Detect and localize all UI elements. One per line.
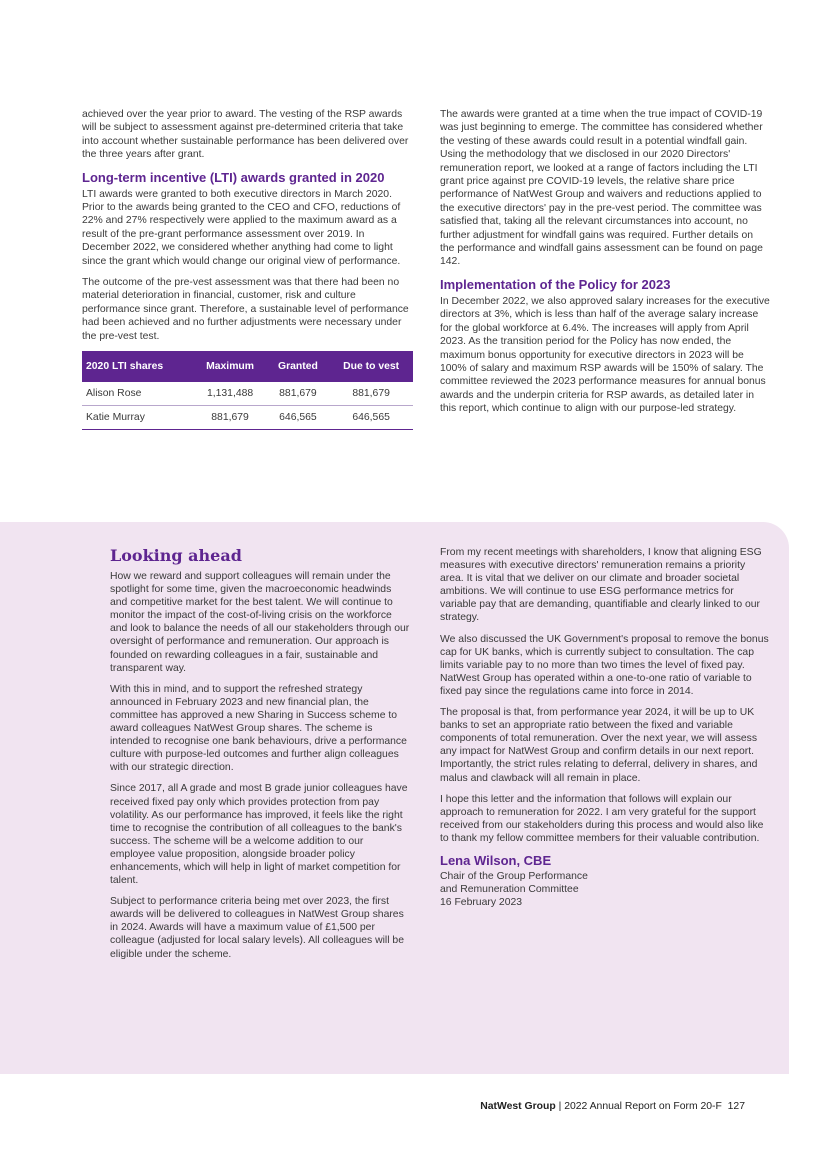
policy-heading: Implementation of the Policy for 2023 <box>440 276 671 292</box>
table-cell-name: Katie Murray <box>82 406 193 430</box>
signature-date: 16 February 2023 <box>440 897 523 909</box>
looking-ahead-heading: Looking ahead <box>110 546 242 565</box>
looking-ahead-paragraph: Subject to performance criteria being met over 2023, the first awards will be delivered to colleagues in NatWest Group shares in 2024. Awards will have a maximum value of £1,500 per colleague (adjusted for local salary levels). All colleagues will be eligible under the scheme. <box>110 896 404 960</box>
table-header-cell: Granted <box>267 351 330 382</box>
looking-ahead-paragraph: I hope this letter and the information that follows will explain our approach to remuneration for 2022. I am very grateful for the support received from our stakeholders during this process and would also like to thank my fellow committee members for their valuable contribution. <box>440 793 764 844</box>
looking-ahead-paragraph: Since 2017, all A grade and most B grade junior colleagues have received fixed pay only which provides protection from pay volatility. As our performance has improved, it feels like the right time to recognise the contribution of all colleagues to the bank's success. The scheme will be a welcome addition to our employee value proposition, alongside broader policy enhancements, which will help in light of market competition for talent. <box>110 783 408 887</box>
table-header-cell: 2020 LTI shares <box>82 351 193 382</box>
table-row <box>82 406 413 430</box>
lti-shares-table <box>82 351 413 430</box>
table-header-cell: Maximum <box>193 351 266 382</box>
page-number: 127 <box>727 1101 745 1112</box>
policy-paragraph: In December 2022, we also approved salary increases for the executive directors at 3%, which is less than half of the average salary increase for the global workforce at 6.4%. The increases will apply from April 2023. As the transition period for the Policy has now ended, the maximum bonus opportunity for executive directors in 2023 will be 100% of salary and maximum RSP awards will be 150% of salary. The committee reviewed the 2023 performance measures for annual bonus awards and the underpin criteria for RSP awards, as detailed later in this report, which continue to align with our purpose-led strategy. <box>440 295 770 415</box>
lti-paragraph-2: The outcome of the pre-vest assessment was that there had been no material deterioration in financial, customer, risk and culture performance since grant. Therefore, a sustainable level of performance had been achieved and no further adjustments were necessary under the pre-vest test. <box>82 277 409 342</box>
table-row <box>82 382 413 406</box>
footer-brand: NatWest Group <box>480 1101 556 1112</box>
looking-ahead-paragraph: From my recent meetings with shareholders, I know that aligning ESG measures with executive directors' remuneration remains a priority area. It is vital that we deliver on our climate and broader societal ambitions. We will continue to use ESG performance metrics for variable pay that are demanding, quantifiable and clearly linked to our strategy. <box>440 547 762 624</box>
right-column <box>440 108 770 424</box>
table-header-row <box>82 351 413 382</box>
table-cell-name: Alison Rose <box>82 382 193 406</box>
covid-paragraph: The awards were granted at a time when the true impact of COVID-19 was just beginning to emerge. The committee has considered whether the vesting of these awards could result in a potential windfall gain. Using the methodology that we disclosed in our 2020 Directors' remuneration report, we looked at a range of factors including the LTI grant price against pre COVID-19 levels, the relative share price performance of NatWest Group and waivers and reductions applied to the executive directors' pay in the pre-vest period. The committee was satisfied that, taking all the relevant circumstances into account, no further adjustment for windfall gains was required. Further details on the performance and windfall gains assessment can be found on page 142. <box>440 109 763 268</box>
left-column <box>82 108 414 430</box>
table-cell-due-to-vest: 646,565 <box>329 406 413 430</box>
table-cell-maximum: 881,679 <box>193 406 266 430</box>
looking-ahead-paragraph: With this in mind, and to support the refreshed strategy announced in February 2023 and new financial plan, the committee has approved a new Sharing in Success scheme to award colleagues NatWest Group shares. The scheme is intended to recognise one bank behaviours, drive a performance culture with purpose-led outcomes and further align colleagues with our strategic direction. <box>110 683 407 774</box>
table-cell-due-to-vest: 881,679 <box>329 382 413 406</box>
intro-paragraph: achieved over the year prior to award. The vesting of the RSP awards will be subject to assessment against pre-determined criteria that take into account whether sustainable performance has been delivered over the three years after grant. <box>82 109 409 161</box>
table-cell-granted: 646,565 <box>267 406 330 430</box>
signatory-name: Lena Wilson, CBE <box>440 852 552 868</box>
signatory-title-line-1: Chair of the Group Performance <box>440 870 588 882</box>
table-cell-maximum: 1,131,488 <box>193 382 266 406</box>
looking-ahead-right-column <box>440 546 770 909</box>
lti-heading: Long-term incentive (LTI) awards granted in 2020 <box>82 169 385 185</box>
signature-block <box>440 853 770 909</box>
table-header-cell: Due to vest <box>329 351 413 382</box>
page-footer <box>480 1101 745 1112</box>
table-cell-granted: 881,679 <box>267 382 330 406</box>
lti-paragraph-1: LTI awards were granted to both executive directors in March 2020. Prior to the awards being granted to the CEO and CFO, reductions of 22% and 27% respectively were applied to the maximum award as a result of the pre-grant performance assessment over 2019. In December 2022, we considered whether anything had come to light since the grant which would change our original view of performance. <box>82 188 401 267</box>
looking-ahead-left-column <box>110 546 410 969</box>
looking-ahead-paragraph: How we reward and support colleagues will remain under the spotlight for some time, given the macroeconomic headwinds and competitive market for the best talent. We will continue to monitor the impact of the cost-of-living crisis on the workforce and look to balance the needs of all our stakeholders through our oversight of performance and remuneration. Our approach is founded on rewarding colleagues in a fair, sustainable and transparent way. <box>110 571 410 674</box>
looking-ahead-paragraph: The proposal is that, from performance year 2024, it will be up to UK banks to set an appropriate ratio between the fixed and variable components of total remuneration. Over the next year, we will assess any impact for NatWest Group and confirm details in our next report. Importantly, the strict rules relating to deferral, delivery in shares, and malus and clawback will all remain in place. <box>440 707 758 784</box>
footer-report-title: 2022 Annual Report on Form 20-F <box>564 1101 722 1112</box>
signatory-title-line-2: and Remuneration Committee <box>440 884 579 896</box>
looking-ahead-paragraph: We also discussed the UK Government's proposal to remove the bonus cap for UK banks, which is currently subject to consultation. The cap limits variable pay to no more than two times the level of fixed pay. NatWest Group has operated within a one-to-one ratio of variable to fixed pay since the regulations came into force in 2014. <box>440 633 769 697</box>
footer-separator: | <box>558 1101 562 1112</box>
